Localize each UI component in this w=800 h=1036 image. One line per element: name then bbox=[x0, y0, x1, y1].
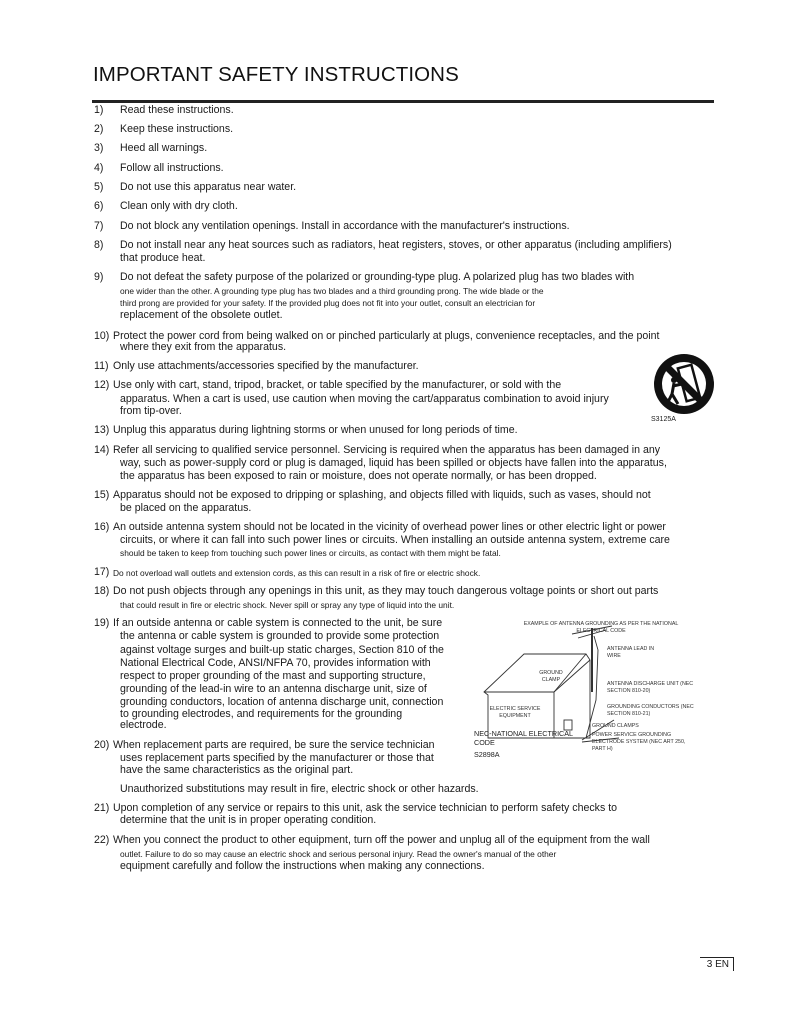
instruction-line: Do not use this apparatus near water. bbox=[120, 181, 297, 193]
instruction-line: respect to proper grounding of the mast and supporting structure, bbox=[120, 670, 426, 682]
instruction-line: circuits, or where it can fall into such power lines or circuits. When installing an outside antenna system, extreme care bbox=[120, 534, 670, 546]
instruction-line: grounding of the lead-in wire to an antenna discharge unit, size of bbox=[120, 683, 427, 695]
antenna-grounding-diagram bbox=[474, 620, 719, 770]
instruction-line: where they exit from the apparatus. bbox=[120, 341, 287, 353]
instruction-line: the apparatus has been exposed to rain or moisture, does not operate normally, or has been dropped. bbox=[120, 470, 597, 482]
instruction-line: uses replacement parts specified by the manufacturer or those that bbox=[120, 752, 434, 764]
item-number: 11) bbox=[94, 360, 109, 372]
instruction-line: Only use attachments/accessories specified by the manufacturer. bbox=[113, 360, 419, 372]
page-number: 3 EN bbox=[700, 957, 734, 971]
item-number: 9) bbox=[94, 271, 104, 283]
item-number: 3) bbox=[94, 142, 104, 154]
instruction-line: Use only with cart, stand, tripod, bracket, or table specified by the manufacturer, or sold with the bbox=[113, 379, 562, 391]
instruction-line: Keep these instructions. bbox=[120, 123, 234, 135]
item-number: 5) bbox=[94, 181, 104, 193]
item-number: 16) bbox=[94, 521, 110, 533]
no-cart-tip-over-icon bbox=[652, 352, 716, 416]
instruction-line: Unauthorized substitutions may result in fire, electric shock or other hazards. bbox=[120, 783, 479, 795]
instruction-line: Do not overload wall outlets and extension cords, as this can result in a risk of fire or electric shock. bbox=[113, 568, 481, 578]
instruction-line: Do not push objects through any openings in this unit, as they may touch dangerous voltage points or short out parts bbox=[113, 585, 659, 597]
instruction-line: Protect the power cord from being walked on or pinched particularly at plugs, convenience receptacles, and the point bbox=[113, 330, 660, 342]
instruction-line: Read these instructions. bbox=[120, 104, 234, 116]
item-number: 10) bbox=[94, 330, 110, 342]
instruction-line: electrode. bbox=[120, 719, 167, 731]
instruction-line: to grounding electrodes, and requirements for the grounding bbox=[120, 708, 403, 720]
item-number: 17) bbox=[94, 566, 110, 578]
instruction-line: apparatus. When a cart is used, use caution when moving the cart/apparatus combination to avoid injury bbox=[120, 393, 609, 405]
instruction-line: that could result in fire or electric shock. Never spill or spray any type of liquid into the unit. bbox=[120, 600, 455, 610]
title-divider bbox=[92, 100, 714, 103]
label-power-service: POWER SERVICE GROUNDING ELECTRODE SYSTEM (NEC ART 250, PART H) bbox=[592, 732, 686, 752]
label-grounding-conductors: GROUNDING CONDUCTORS (NEC SECTION 810-21) bbox=[607, 704, 694, 717]
item-number: 8) bbox=[94, 239, 104, 251]
instruction-line: When replacement parts are required, be sure the service technician bbox=[113, 739, 435, 751]
item-number: 18) bbox=[94, 585, 110, 597]
label-ground-clamp: GROUND CLAMP bbox=[539, 670, 563, 683]
item-number: 1) bbox=[94, 104, 104, 116]
item-number: 14) bbox=[94, 444, 110, 456]
instruction-line: have the same characteristics as the original part. bbox=[120, 764, 354, 776]
instruction-line: Do not defeat the safety purpose of the polarized or grounding-type plug. A polarized plug has two blades with bbox=[120, 271, 635, 283]
instruction-line: Apparatus should not be exposed to dripping or splashing, and objects filled with liquids, such as vases, should not bbox=[113, 489, 651, 501]
item-number: 12) bbox=[94, 379, 110, 391]
instruction-line: Follow all instructions. bbox=[120, 162, 224, 174]
instruction-line: When you connect the product to other equipment, turn off the power and unplug all of the equipment from the wall bbox=[113, 834, 650, 846]
item-number: 7) bbox=[94, 220, 104, 232]
instruction-line: way, such as power-supply cord or plug is damaged, liquid has been spilled or objects have fallen into the apparatus, bbox=[120, 457, 667, 469]
item-number: 4) bbox=[94, 162, 104, 174]
instruction-line: An outside antenna system should not be located in the vicinity of overhead power lines or other electric light or power bbox=[113, 521, 666, 533]
instruction-line: should be taken to keep from touching such power lines or circuits, as contact with them might be fatal. bbox=[120, 548, 501, 558]
diagram-caption: EXAMPLE OF ANTENNA GROUNDING AS PER THE NATIONAL ELECTRICAL CODE bbox=[523, 621, 679, 634]
instruction-line: Do not install near any heat sources such as radiators, heat registers, stoves, or other apparatus (including amplifiers) bbox=[120, 239, 672, 251]
instruction-line: from tip-over. bbox=[120, 405, 182, 417]
instruction-line: Clean only with dry cloth. bbox=[120, 200, 238, 212]
instruction-line: determine that the unit is in proper operating condition. bbox=[120, 814, 377, 826]
instruction-line: Upon completion of any service or repairs to this unit, ask the service technician to perform safety checks to bbox=[113, 802, 618, 814]
cart-icon-code: S3125A bbox=[651, 416, 676, 423]
label-discharge-unit: ANTENNA DISCHARGE UNIT (NEC SECTION 810-20) bbox=[607, 681, 694, 694]
instruction-line: one wider than the other. A grounding type plug has two blades and a third grounding prong. The wide blade or the bbox=[120, 286, 544, 296]
instruction-line: the antenna or cable system is grounded to provide some protection bbox=[120, 630, 440, 642]
label-electric-service: ELECTRIC SERVICE EQUIPMENT bbox=[489, 706, 541, 719]
instruction-line: Refer all servicing to qualified service personnel. Servicing is required when the apparatus has been damaged in any bbox=[113, 444, 661, 456]
label-diagram-code: S2898A bbox=[474, 750, 500, 759]
instruction-line: Do not block any ventilation openings. Install in accordance with the manufacturer's instructions. bbox=[120, 220, 570, 232]
instruction-line: against voltage surges and built-up static charges, Section 810 of the bbox=[120, 644, 444, 656]
instruction-line: equipment carefully and follow the instructions when making any connections. bbox=[120, 860, 485, 872]
instruction-line: Unplug this apparatus during lightning storms or when unused for long periods of time. bbox=[113, 424, 518, 436]
item-number: 6) bbox=[94, 200, 104, 212]
instruction-line: grounding conductors, location of antenna discharge unit, connection bbox=[120, 696, 444, 708]
item-number: 15) bbox=[94, 489, 110, 501]
instruction-line: If an outside antenna or cable system is connected to the unit, be sure bbox=[113, 617, 443, 629]
instruction-line: that produce heat. bbox=[120, 252, 206, 264]
instruction-line: third prong are provided for your safety. If the provided plug does not fit into your outlet, consult an electrician for bbox=[120, 298, 536, 308]
instruction-line: be placed on the apparatus. bbox=[120, 502, 252, 514]
label-nec: NEC-NATIONAL ELECTRICAL CODE bbox=[474, 729, 573, 747]
item-number: 22) bbox=[94, 834, 110, 846]
item-number: 21) bbox=[94, 802, 110, 814]
instruction-line: Heed all warnings. bbox=[120, 142, 208, 154]
item-number: 20) bbox=[94, 739, 110, 751]
item-number: 13) bbox=[94, 424, 110, 436]
page-title: IMPORTANT SAFETY INSTRUCTIONS bbox=[93, 63, 459, 86]
instruction-line: National Electrical Code, ANSI/NFPA 70, provides information with bbox=[120, 657, 431, 669]
instruction-line: outlet. Failure to do so may cause an electric shock and serious personal injury. Read the owner's manual of the other bbox=[120, 849, 557, 859]
label-ground-clamps: GROUND CLAMPS bbox=[592, 723, 639, 729]
item-number: 19) bbox=[94, 617, 110, 629]
label-antenna-lead-in: ANTENNA LEAD IN WIRE bbox=[607, 646, 655, 659]
item-number: 2) bbox=[94, 123, 104, 135]
instruction-line: replacement of the obsolete outlet. bbox=[120, 309, 283, 321]
